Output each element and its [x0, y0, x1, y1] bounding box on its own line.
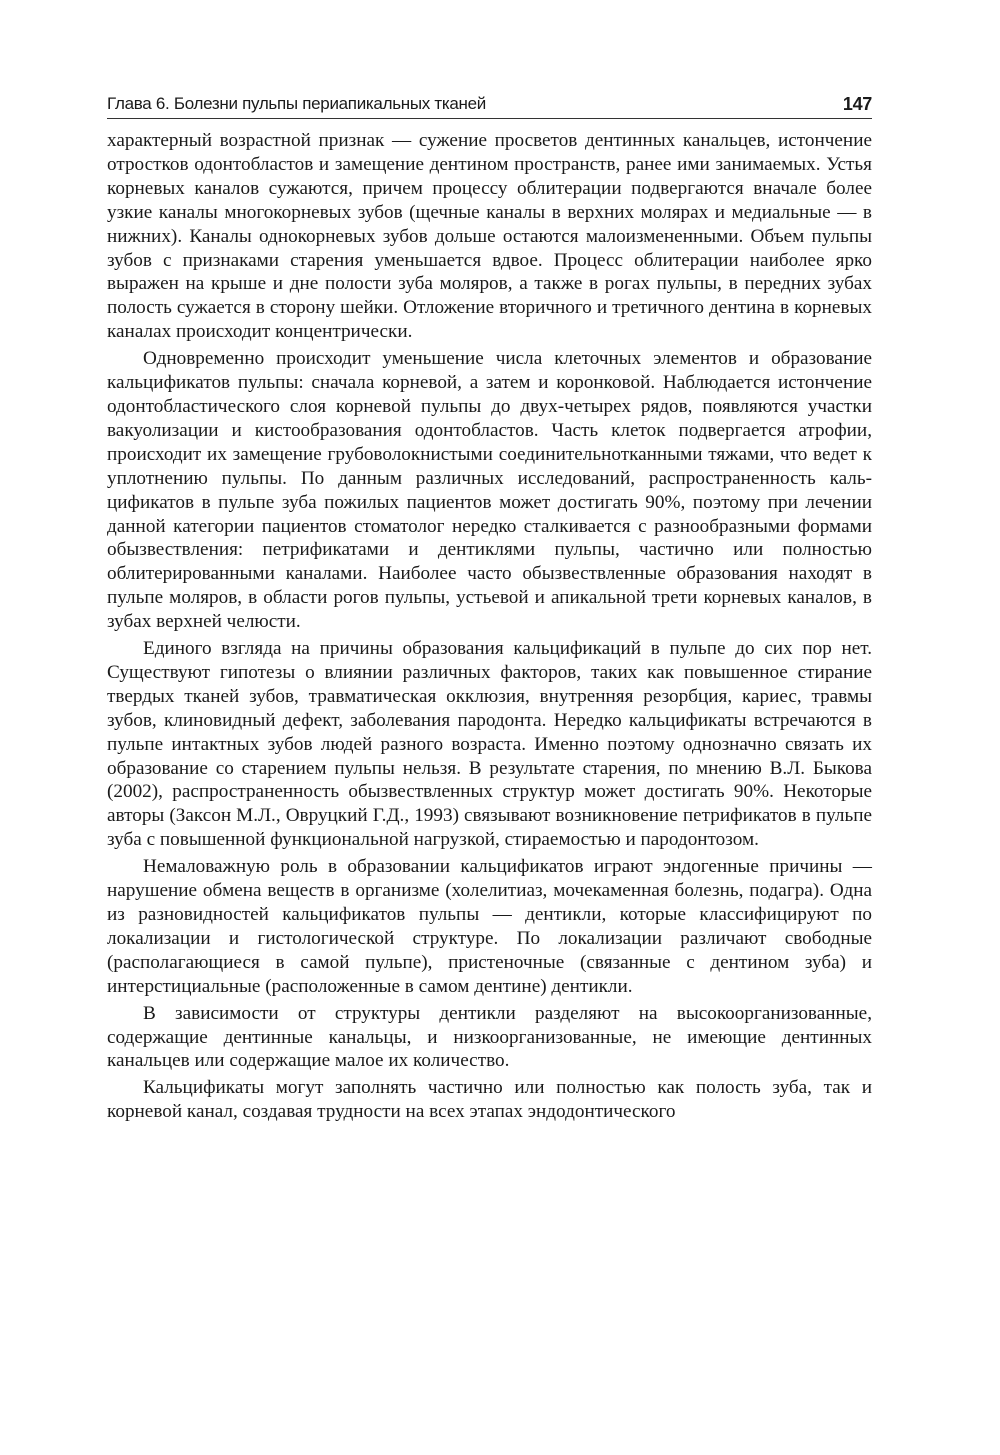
- paragraph: характерный возрастной признак — сужение просветов дентинных канальцев, истончение отростков одонтобластов и замещение дентином пространств, ранее ими занимаемых. Устья корневых каналов сужаются, причем процессу облитерации подвергаются вначале более узкие каналы многокорневых зубов (щечные каналы в верхних молярах и медиальные — в нижних). Каналы однокорневых зубов дольше остаются малоизмененными. Объем пульпы зубов с признаками старения уменьшается вдвое. Процесс облитерации наиболее ярко выражен на крыше и дне полости зуба моляров, а также в рогах пульпы, в передних зубах полость сужается в сторону шейки. Отложение вторичного и третичного дентина в корневых каналах происходит концентрически.: [107, 130, 872, 343]
- paragraph: Кальцификаты могут заполнять частично или полностью как полость зуба, так и корневой канал, создавая трудности на всех этапах эндодонтического: [107, 1077, 872, 1123]
- paragraph: Одновременно происходит уменьшение числа клеточных элементов и образование кальцификатов пульпы: сначала корневой, а затем и коронковой. Наблюдается истончение одонтобластического слоя корневой пульпы до двух-четырех рядов, появляются участки вакуолизации и кистообразования одонтобластов. Часть клеток подвергается атрофии, происходит их замещение грубоволокнистыми соединительнотканными тяжами, что ведет к уплотнению пульпы. По данным различных исследований, распространенность кальцификатов в пульпе зуба пожилых пациентов может достигать 90%, поэтому при лечении данной категории пациентов стоматолог нередко сталкивается с разнообразными формами обызвествления: петрификатами и дентиклями пульпы, частично или полностью облитерированными каналами. Наиболее часто обызвествленные образования находят в пульпе моляров, в области рогов пульпы, устьевой и апикальной трети корневых каналов, в зубах верхней челюсти.: [107, 348, 872, 633]
- paragraph: В зависимости от структуры дентикли разделяют на высокоорганизованные, содержащие дентинные канальцы, и низкоорганизованные, не имеющие дентинных канальцев или содержащие малое их количество.: [107, 1002, 872, 1072]
- paragraph: Немаловажную роль в образовании кальцификатов играют эндогенные причины — нарушение обмена веществ в организме (холелитиаз, мочекаменная болезнь, подагра). Одна из разновидностей кальцификатов пульпы — дентикли, которые классифицируют по локализации и гистологической структуре. По локализации различают свободные (располагающиеся в самой пульпе), пристеночные (связанные с дентином зуба) и интерстициальные (расположенные в самом дентине) дентикли.: [107, 856, 872, 997]
- running-header: [107, 88, 872, 119]
- book-page: [107, 88, 872, 1127]
- page-number: 147: [842, 94, 872, 114]
- body-text: [107, 129, 872, 1124]
- chapter-title: Глава 6. Болезни пульпы периапикальных тканей: [107, 94, 486, 113]
- paragraph: Единого взгляда на причины образования кальцификаций в пульпе до сих пор нет. Существуют гипотезы о влиянии различных факторов, таких как повышенное стирание твердых тканей зубов, травматическая окклюзия, внутренняя резорбция, кариес, травмы зубов, клиновидный дефект, заболевания пародонта. Нередко кальцификаты встречаются в пульпе интактных зубов людей разного возраста. Именно поэтому однозначно связать их образование со старением пульпы нельзя. В результате старения, по мнению В.Л. Быкова (2002), распространенность обызвествленных структур может достигать 90%. Некоторые авторы (Заксон М.Л., Овруцкий Г.Д., 1993) связывают возникновение петрификатов в пульпе зуба с повышенной функциональной нагрузкой, стираемостью и пародонтозом.: [107, 638, 872, 851]
